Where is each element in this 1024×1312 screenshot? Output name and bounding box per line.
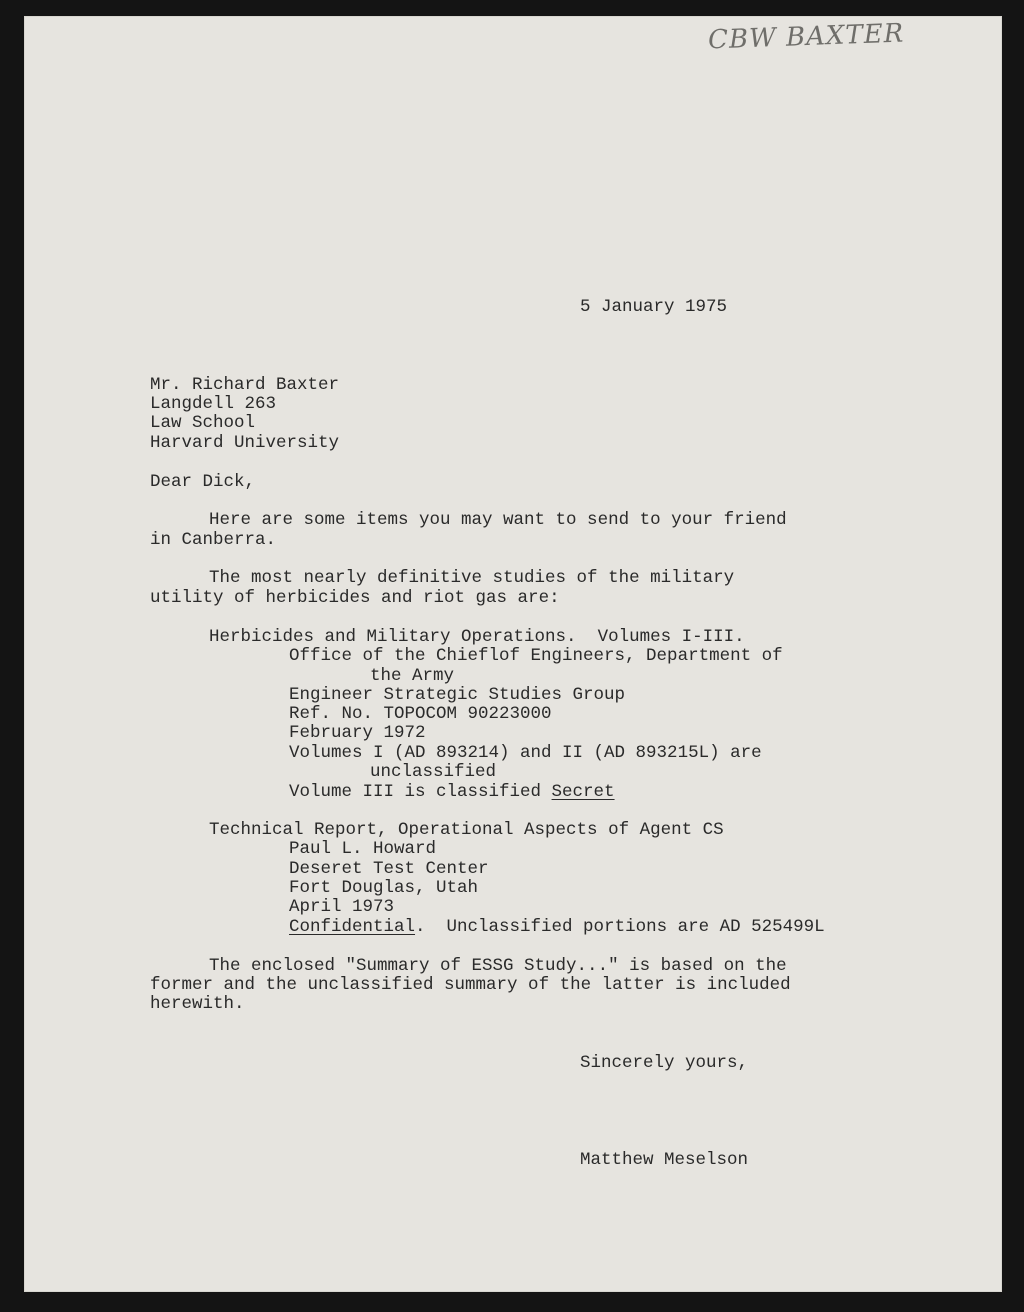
salutation: Dear Dick, [150, 472, 256, 492]
reference-classification-line [289, 783, 615, 802]
paragraph-line: former and the unclassified summary of the latter is included [150, 975, 791, 995]
classification-rest: . Unclassified portions are AD 525499L [415, 917, 825, 937]
reference-line: February 1972 [289, 723, 426, 743]
address-line: Mr. Richard Baxter [150, 375, 340, 395]
reference-line: Engineer Strategic Studies Group [289, 685, 626, 705]
address-line: Harvard University [150, 433, 340, 453]
handwritten-annotation: CBW BAXTER [707, 18, 905, 56]
reference-line: Ref. No. TOPOCOM 90223000 [289, 704, 552, 724]
address-line: Langdell 263 [150, 394, 277, 414]
reference-title: Technical Report, Operational Aspects of Agent CS [209, 820, 724, 840]
letter-date: 5 January 1975 [580, 297, 728, 317]
paragraph-line: utility of herbicides and riot gas are: [150, 588, 560, 608]
reference-line: Deseret Test Center [289, 859, 489, 879]
paragraph-line: in Canberra. [150, 530, 277, 550]
address-line: Law School [150, 413, 256, 433]
paragraph-line: herewith. [150, 994, 245, 1014]
reference-line: Volumes I (AD 893214) and II (AD 893215L) are [289, 743, 762, 763]
classification-prefix: Volume III is classified [289, 782, 552, 802]
closing: Sincerely yours, [580, 1053, 749, 1073]
reference-line: unclassified [370, 762, 497, 782]
paragraph-line: The most nearly definitive studies of the military [209, 568, 735, 588]
classification-confidential: Confidential [289, 917, 416, 937]
reference-line: April 1973 [289, 897, 395, 917]
paragraph-line: Here are some items you may want to send to your friend [209, 510, 787, 530]
classification-secret: Secret [551, 782, 615, 802]
reference-line: Paul L. Howard [289, 839, 437, 859]
signature-name: Matthew Meselson [580, 1150, 749, 1170]
reference-line: Office of the Chieflof Engineers, Department of [289, 646, 783, 666]
reference-classification-line [289, 918, 825, 937]
paragraph-line: The enclosed "Summary of ESSG Study..." is based on the [209, 956, 787, 976]
reference-line: Fort Douglas, Utah [289, 878, 479, 898]
reference-title: Herbicides and Military Operations. Volumes I-III. [209, 627, 745, 647]
reference-line: the Army [370, 666, 455, 686]
